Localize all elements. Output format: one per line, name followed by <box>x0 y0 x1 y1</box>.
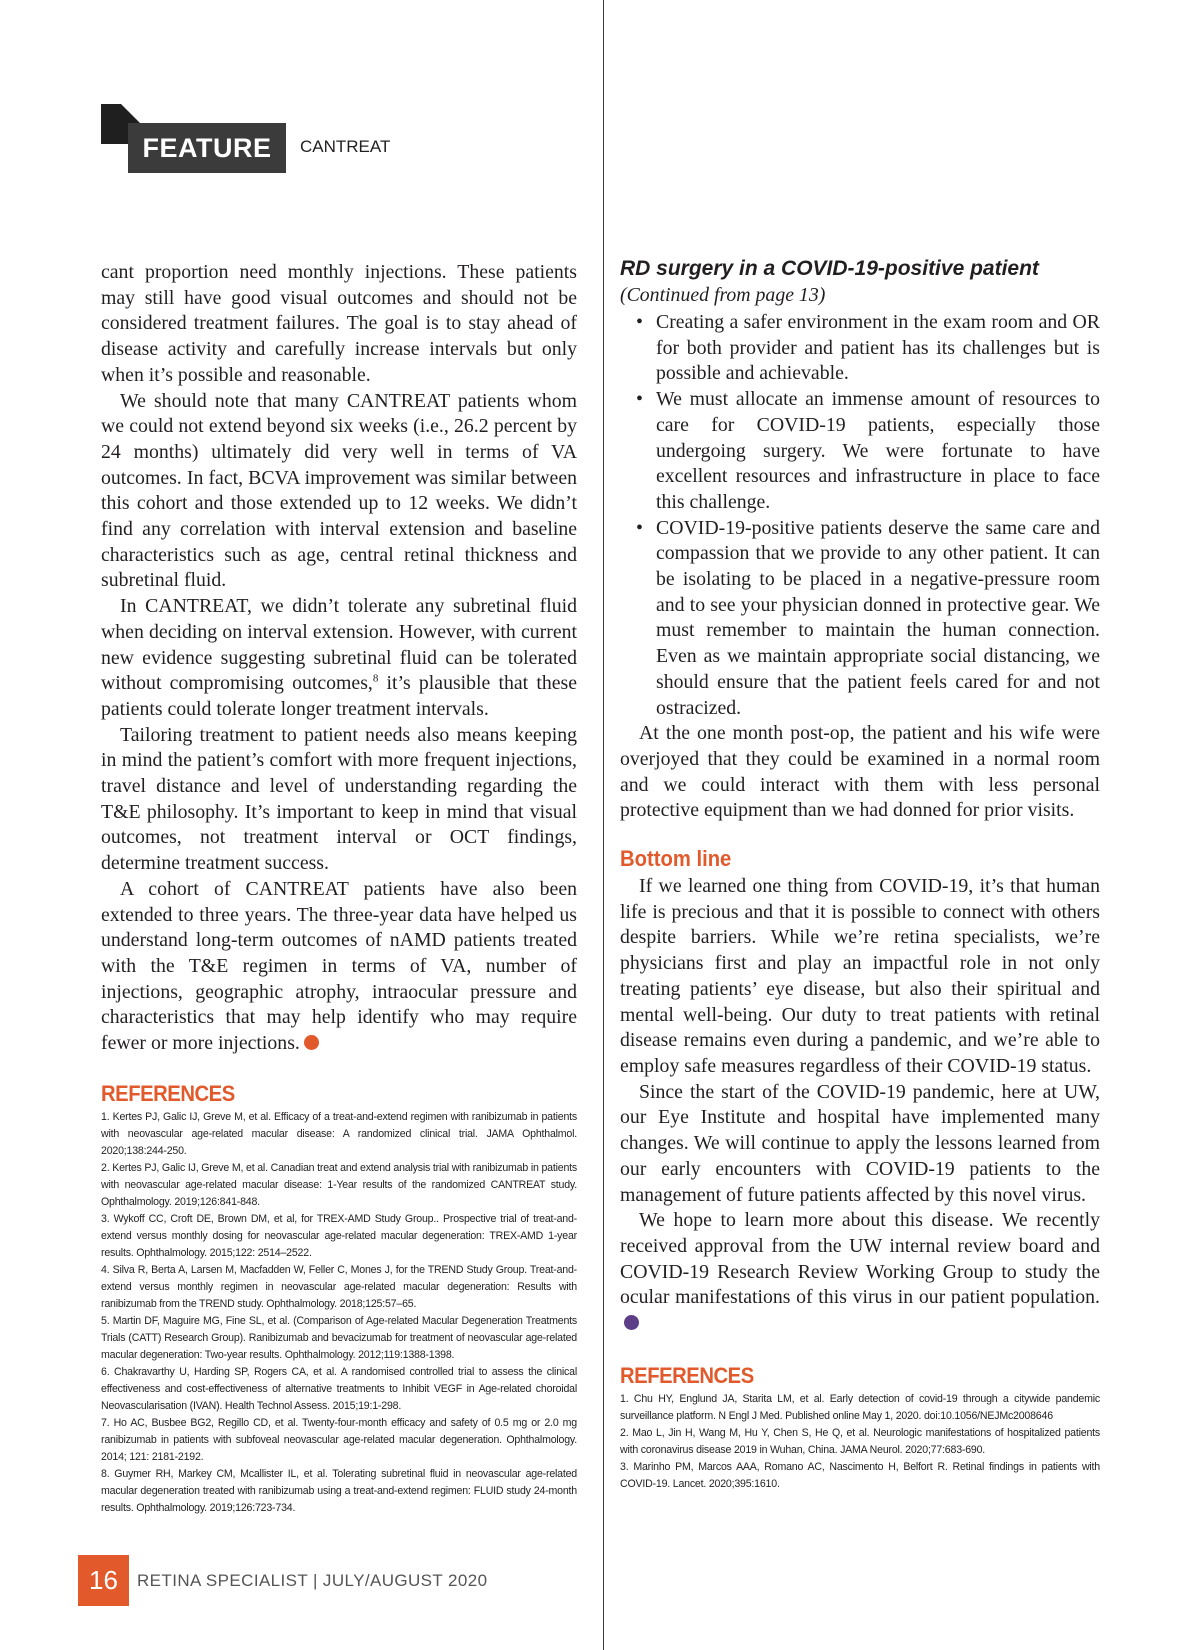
body-paragraph <box>101 877 577 1057</box>
paragraph-text: it’s plausible that these patients could tolerate longer treatment intervals. <box>101 672 577 720</box>
body-paragraph <box>620 1208 1100 1337</box>
paragraph-text: A cohort of CANTREAT patients have also been extended to three years. The three-year data have helped us understand long-term outcomes of nAMD patients treated with the T&E regimen in terms of VA, number of injections, geographic atrophy, intraocular pressure and characteristics that may help identify who may require fewer or more injections. <box>101 877 577 1055</box>
body-paragraph: If we learned one thing from COVID-19, it’s that human life is precious and that it is possible to connect with others despite barriers. While we’re retina specialists, we’re physicians first and play an impactful role in not only treating patients’ eye disease, but also their spiritual and mental well-being. Our duty to treat patients with retinal disease remains even during a pandemic, and we’re able to employ safe measures regardless of their COVID-19 status. <box>620 875 1100 1077</box>
reference-item: 8. Guymer RH, Markey CM, Mcallister IL, et al. Tolerating subretinal fluid in neovascular age-related macular degeneration treated with ranibizumab using a treat-and-extend regimen: FLUID study 24-month results. Ophthalmology. 2019;126:723-734. <box>101 1467 577 1514</box>
section-label: FEATURE <box>128 123 286 173</box>
references-list <box>101 1109 577 1517</box>
reference-item: 1. Kertes PJ, Galic IJ, Greve M, et al. Efficacy of a treat-and-extend regimen with ranibizumab in patients with neovascular age-related macular disease: A randomized clinical trial. JAMA Ophthalmol. 2020;138:244-250. <box>101 1110 577 1157</box>
continued-note: (Continued from page 13) <box>620 284 826 306</box>
body-paragraph: At the one month post-op, the patient and his wife were overjoyed that they could be examined in a normal room and we could interact with them with less personal protective equipment than we had donned for prior visits. <box>620 722 1100 822</box>
body-paragraph: We should note that many CANTREAT patients whom we could not extend beyond six weeks (i.e., 26.2 percent by 24 months) ultimately did very well in terms of VA outcomes. In fact, BCVA improvement was similar between this cohort and those extended up to 12 weeks. We didn’t find any correlation with interval extension and baseline characteristics such as age, central retinal thickness and subretinal fluid. <box>101 389 577 592</box>
sidebar-title: RD surgery in a COVID-19-positive patient <box>620 257 1039 280</box>
column-divider <box>603 0 604 1650</box>
references-heading: REFERENCES <box>101 1080 235 1106</box>
left-column <box>101 260 577 1517</box>
reference-item: 3. Marinho PM, Marcos AAA, Romano AC, Nascimento H, Belfort R. Retinal findings in patients with COVID-19. Lancet. 2020;395:1610. <box>620 1460 1100 1490</box>
body-paragraph: cant proportion need monthly injections. These patients may still have good visual outcomes and should not be considered treatment failures. The goal is to stay ahead of disease activity and carefully increase intervals but only when it’s possible and reasonable. <box>101 261 577 386</box>
bottom-line-heading: Bottom line <box>620 846 732 872</box>
right-column <box>620 257 1100 1493</box>
paragraph-text: We hope to learn more about this disease. We recently received approval from the UW internal review board and COVID-19 Research Review Working Group to study the ocular manifestations of this virus in our patient population. <box>620 1209 1100 1309</box>
section-topic: CANTREAT <box>300 137 391 156</box>
references-heading: REFERENCES <box>620 1362 754 1388</box>
body-paragraph: Tailoring treatment to patient needs also means keeping in mind the patient’s comfort with more frequent injections, travel distance and level of understanding regarding the T&E philosophy. It’s important to keep in mind that visual outcomes, not treatment interval or OCT findings, determine treatment success. <box>101 723 577 875</box>
reference-item: 3. Wykoff CC, Croft DE, Brown DM, et al, for TREX-AMD Study Group.. Prospective trial of treat-and-extend versus monthly dosing for neovascular age-related macular degeneration: TREX-AMD 1-year results. Ophthalmology. 2015;122: 2514–2522. <box>101 1212 577 1259</box>
citation-superscript: 8 <box>372 672 379 685</box>
end-mark-icon: RS <box>624 1315 639 1330</box>
body-paragraph <box>101 594 577 723</box>
reference-item: 6. Chakravarthy U, Harding SP, Rogers CA, et al. A randomised controlled trial to assess the clinical effectiveness and cost-effectiveness of alternative treatments to Inhibit VEGF in Age-related choroidal Neovascularisation (IVAN). Health Technol Assess. 2015;19:1-298. <box>101 1365 577 1412</box>
reference-item: 7. Ho AC, Busbee BG2, Regillo CD, et al. Twenty-four-month efficacy and safety of 0.5 mg or 2.0 mg ranibizumab in patients with subfoveal neovascular age-related macular degeneration. Ophthalmology. 2014; 121: 2181-2192. <box>101 1416 577 1463</box>
reference-item: 2. Mao L, Jin H, Wang M, Hu Y, Chen S, He Q, et al. Neurologic manifestations of hospitalized patients with coronavirus disease 2019 in Wuhan, China. JAMA Neurol. 2020;77:683-690. <box>620 1426 1100 1456</box>
bullet-item: • COVID-19-positive patients deserve the same care and compassion that we provide to any other patient. It can be isolating to be placed in a negative-pressure room and to see your physician donned in protective gear. We must remember to maintain the human connection. Even as we maintain appropriate social distancing, we should ensure that the patient feels cared for and not ostracized. <box>656 516 1100 722</box>
bullet-list <box>620 310 1100 721</box>
reference-item: 2. Kertes PJ, Galic IJ, Greve M, et al. Canadian treat and extend analysis trial with ranibizumab in patients with neovascular age-related macular disease: 1-Year results of the randomized CANTREAT study. Ophthalmology. 2019;126:841-848. <box>101 1161 577 1208</box>
paragraph-text: In CANTREAT, we didn’t tolerate any subretinal fluid when deciding on interval extension. However, with current new evidence suggesting subretinal fluid can be tolerated without compromising outcomes, <box>101 595 577 695</box>
reference-item: 4. Silva R, Berta A, Larsen M, Macfadden W, Feller C, Mones J, for the TREND Study Group. Treat-and-extend versus monthly regimen in neovascular age-related macular degeneration: Results with ranibizumab from the TREND study. Ophthalmology. 2018;125:57–65. <box>101 1263 577 1310</box>
bullet-item: • Creating a safer environment in the exam room and OR for both provider and patient has its challenges but is possible and achievable. <box>656 310 1100 387</box>
references-list <box>620 1391 1100 1493</box>
footer-publication: RETINA SPECIALIST | JULY/AUGUST 2020 <box>137 1571 488 1590</box>
bullet-item: • We must allocate an immense amount of resources to care for COVID-19 patients, especially those undergoing surgery. We were fortunate to have excellent resources and infrastructure in place to face this challenge. <box>656 387 1100 516</box>
reference-item: 1. Chu HY, Englund JA, Starita LM, et al. Early detection of covid-19 through a citywide pandemic surveillance platform. N Engl J Med. Published online May 1, 2020. doi:10.1056/NEJMc2008646 <box>620 1392 1100 1422</box>
reference-item: 5. Martin DF, Maguire MG, Fine SL, et al. (Comparison of Age-related Macular Degeneration Treatments Trials (CATT) Research Group). Ranibizumab and bevacizumab for treatment of neovascular age-related macular degeneration: Two-year results. Ophthalmology. 2012;119:1388-1398. <box>101 1314 577 1361</box>
end-mark-icon: RS <box>304 1035 319 1050</box>
body-paragraph: Since the start of the COVID-19 pandemic, here at UW, our Eye Institute and hospital have implemented many changes. We will continue to apply the lessons learned from our early encounters with COVID-19 patients to the management of future patients affected by this novel virus. <box>620 1080 1100 1206</box>
page-number: 16 <box>78 1555 129 1606</box>
